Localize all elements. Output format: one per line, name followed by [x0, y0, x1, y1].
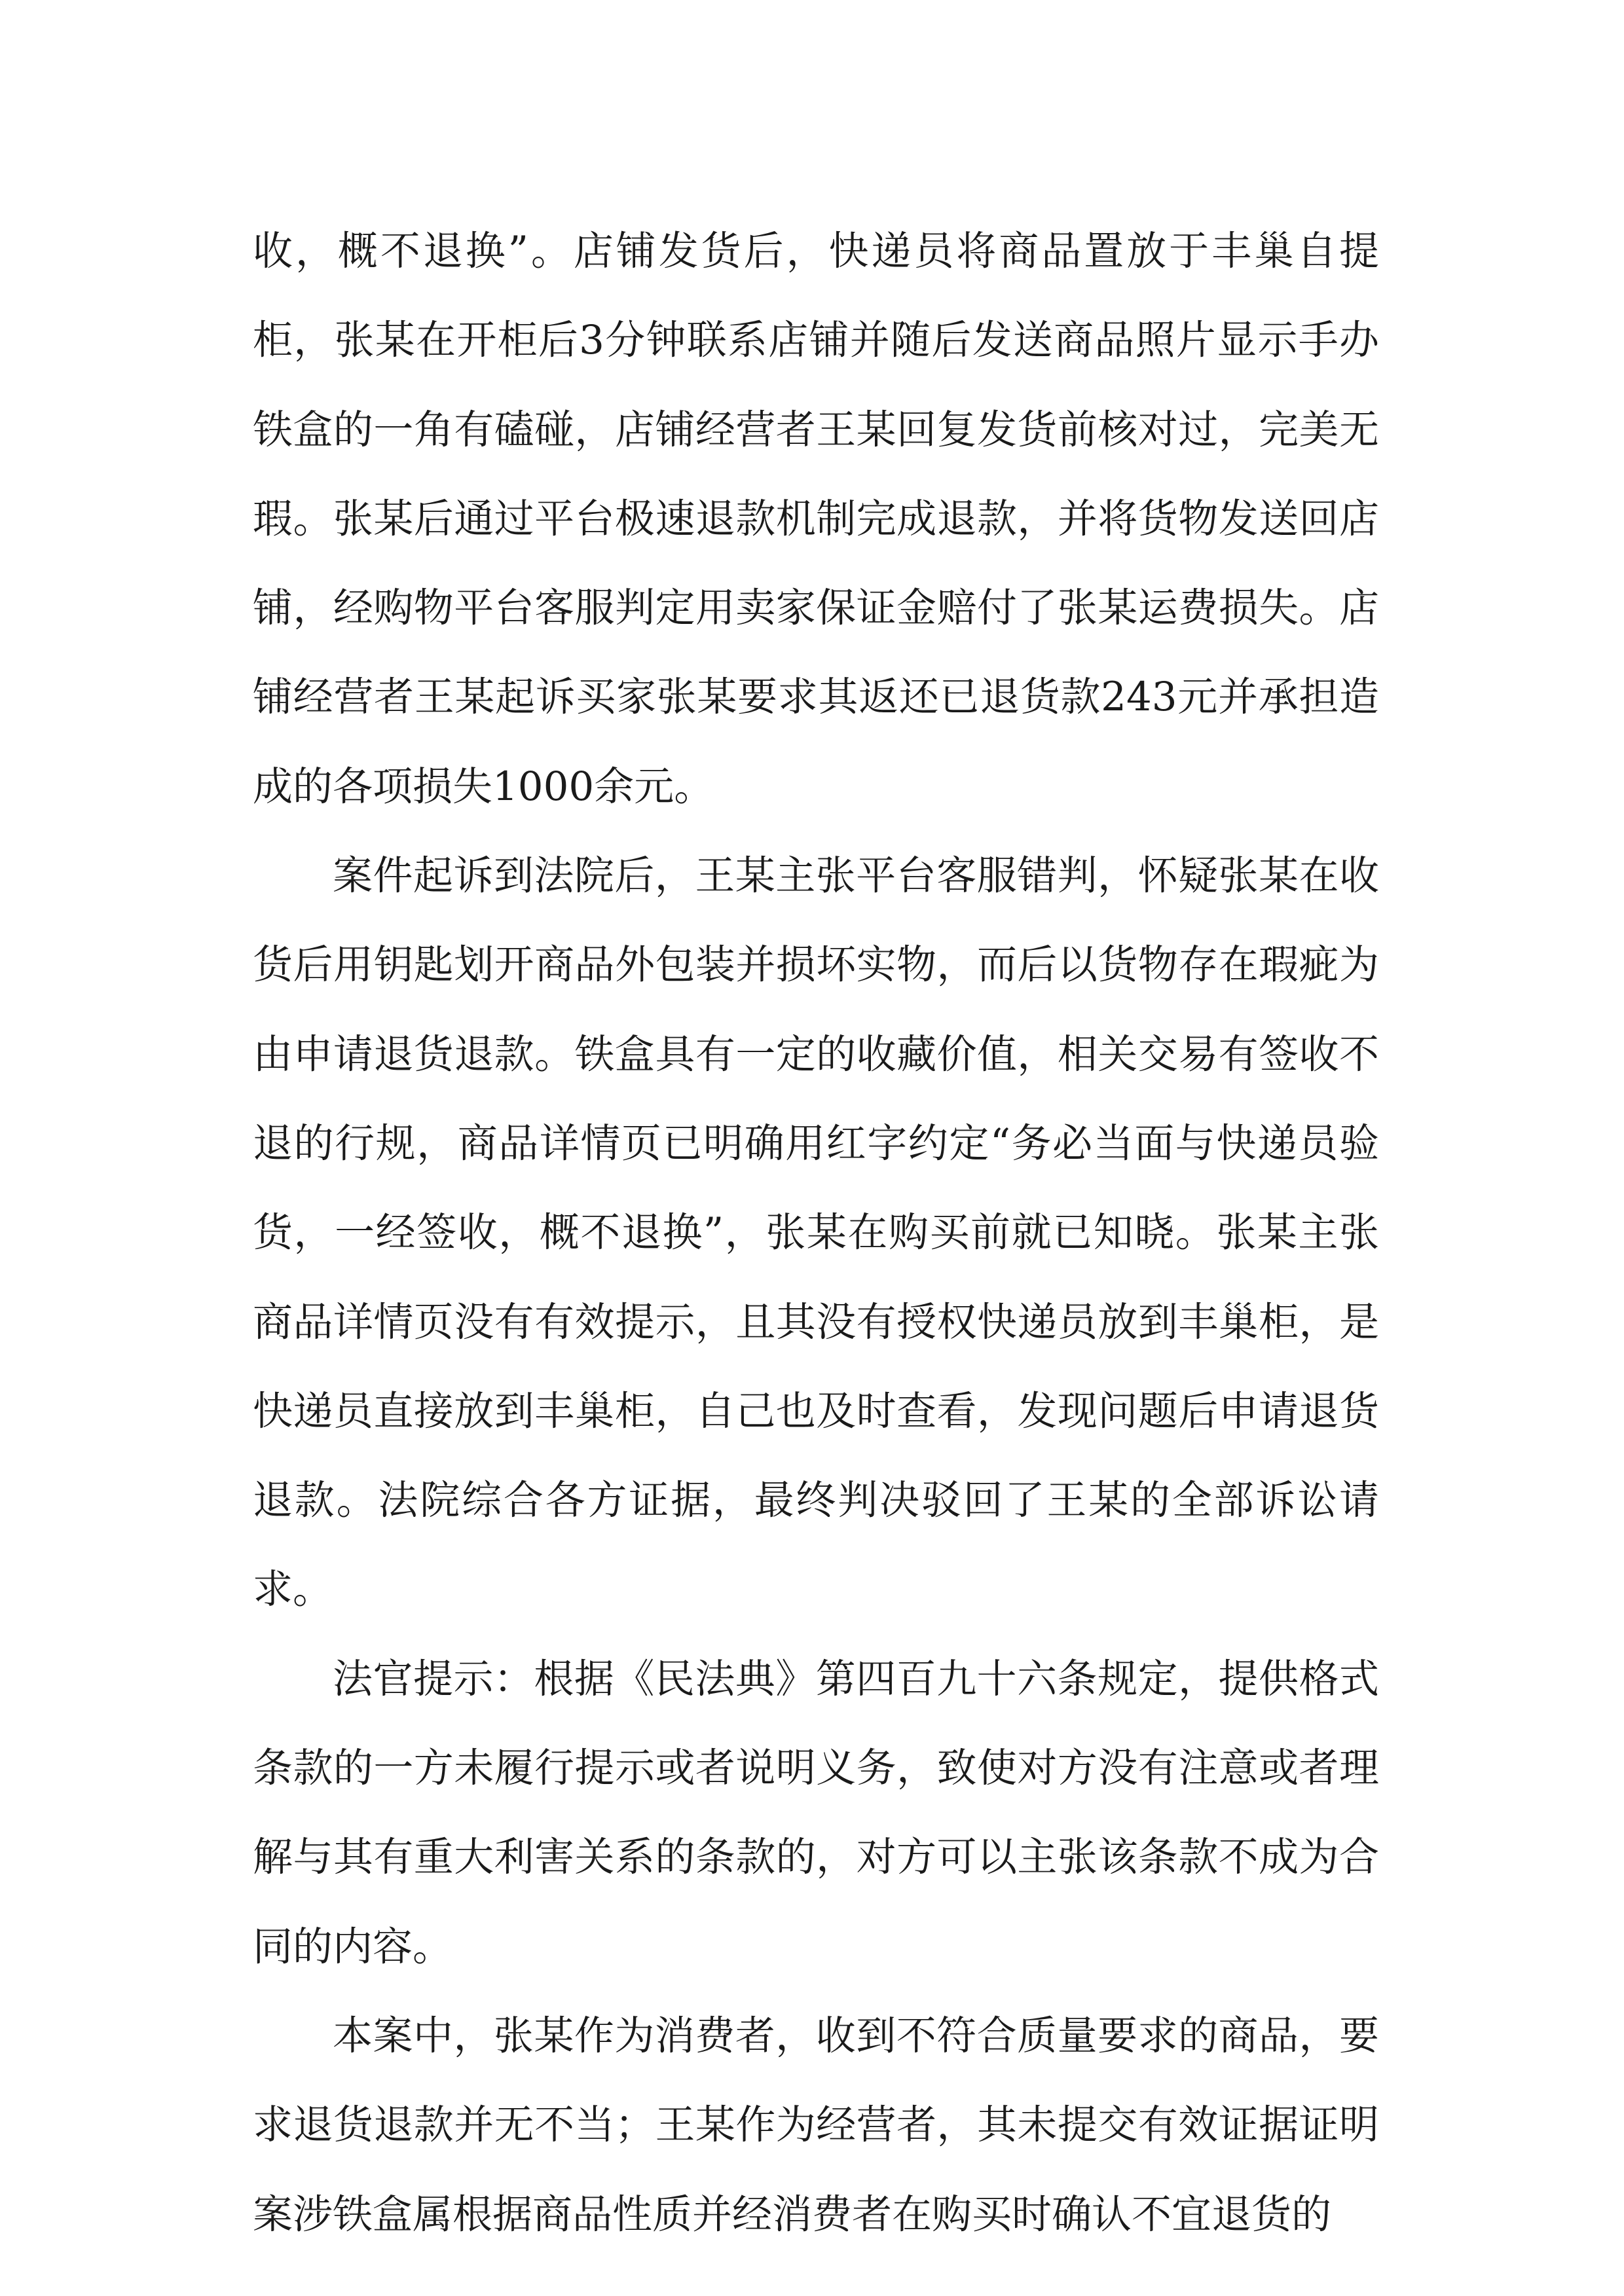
paragraph-judge-tip: 法官提示：根据《民法典》第四百九十六条规定，提供格式条款的一方未履行提示或者说明义务，致使对方没有注意或者理解与其有重大利害关系的条款的，对方可以主张该条款不成为合同的内容。 [253, 1655, 1379, 1970]
paragraph-case-analysis: 本案中，张某作为消费者，收到不符合质量要求的商品，要求退货退款并无不当；王某作为经营者，其未提交有效证据证明案涉铁盒属根据商品性质并经消费者在购买时确认不宜退货的 [253, 2012, 1379, 2238]
paragraph-case-facts: 收，概不退换”。店铺发货后，快递员将商品置放于丰巢自提柜，张某在开柜后3分钟联系店铺并随后发送商品照片显示手办铁盒的一角有磕碰，店铺经营者王某回复发货前核对过，完美无瑕。张某后通过平台极速退款机制完成退款，并将货物发送回店铺，经购物平台客服判定用卖家保证金赔付了张某运费损失。店铺经营者王某起诉买家张某要求其返还已退货款243元并承担造成的各项损失1000余元。 [253, 228, 1379, 810]
document-body [253, 207, 1379, 2259]
paragraph-court-proceedings: 案件起诉到法院后，王某主张平台客服错判，怀疑张某在收货后用钥匙划开商品外包装并损坏实物，而后以货物存在瑕疵为由申请退货退款。铁盒具有一定的收藏价值，相关交易有签收不退的行规，商品详情页已明确用红字约定“务必当面与快递员验货，一经签收，概不退换”，张某在购买前就已知晓。张某主张商品详情页没有有效提示，且其没有授权快递员放到丰巢柜，是快递员直接放到丰巢柜，自己也及时查看，发现问题后申请退货退款。法院综合各方证据，最终判决驳回了王某的全部诉讼请求。 [253, 852, 1379, 1613]
